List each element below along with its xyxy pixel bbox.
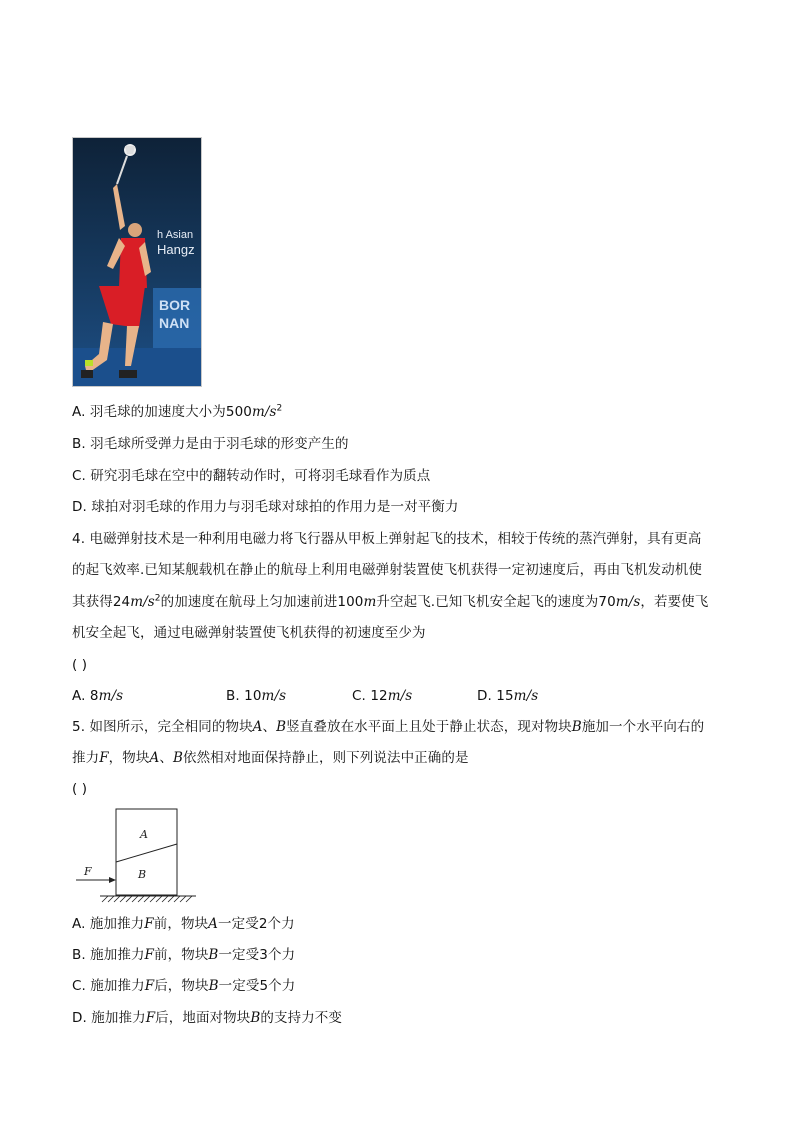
q4-speed-unit: m/s <box>615 594 641 610</box>
q4-option-a-unit: m/s <box>98 688 124 704</box>
q4-speed-value: 70 <box>598 594 616 610</box>
q5-option-d[interactable] <box>72 1008 342 1028</box>
photo-text-hangz: Hangz <box>157 242 195 257</box>
q5-l1-var-b2: B <box>571 719 582 735</box>
q4-option-a[interactable] <box>72 686 123 706</box>
q5-d-text-c: 的支持力不变 <box>260 1010 342 1026</box>
q5-c-text-c: 一定受 <box>218 978 260 994</box>
q4-option-b-label: B. <box>226 688 245 704</box>
q4-options-row <box>72 686 632 706</box>
q4-acceleration-exp: 2 <box>154 593 161 604</box>
photo-text-bor: BOR <box>159 297 191 313</box>
blocks-outline <box>116 809 177 895</box>
q4-l3-text-c: 升空起飞.已知飞机安全起飞的速度为 <box>376 594 599 610</box>
blocks-divider-line <box>116 844 177 862</box>
q4-option-c-label: C. <box>352 688 371 704</box>
q4-option-b-unit: m/s <box>261 688 287 704</box>
force-arrow-head-icon <box>109 877 116 883</box>
q4-l3-text-a: 其获得 <box>72 594 113 610</box>
q5-l2-var-a: A <box>149 750 160 766</box>
q4-option-d-label: D. <box>477 688 497 704</box>
q3-option-a-exp: 2 <box>276 403 283 414</box>
photo-text-nan: NAN <box>159 315 190 331</box>
q5-c-text-d: 个力 <box>268 978 296 994</box>
q5-a-text-c: 一定受 <box>218 916 259 932</box>
q5-b-var-f: F <box>144 947 155 963</box>
q5-b-var-block: B <box>208 947 219 963</box>
photo-text-asian: h Asian <box>157 229 194 241</box>
q5-l1-text-a: 5. 如图所示，完全相同的物块 <box>72 719 253 735</box>
q4-stem-line-2: 的起飞效率.已知某舰载机在静止的航母上利用电磁弹射装置使飞机获得一定初速度后，再由飞机发动机使 <box>72 562 702 578</box>
q5-b-count: 3 <box>259 947 268 963</box>
q4-option-d-unit: m/s <box>513 688 539 704</box>
q4-stem-line-1: 4. 电磁弹射技术是一种利用电磁力将飞行器从甲板上弹射起飞的技术，相较于传统的蒸汽弹射，具有更高 <box>72 531 702 547</box>
q5-option-a[interactable] <box>72 914 295 934</box>
q5-l1-text-c: 施加一个水平向右的 <box>581 719 705 735</box>
q3-option-d[interactable]: D. 球拍对羽毛球的作用力与羽毛球对球拍的作用力是一对平衡力 <box>72 499 459 515</box>
q5-b-text-c: 一定受 <box>218 947 260 963</box>
q5-c-var-block: B <box>208 978 219 994</box>
q4-stem-line-3 <box>72 592 708 612</box>
q3-option-a-value: 500 <box>225 404 252 420</box>
q5-a-count: 2 <box>258 916 268 932</box>
q4-answer-paren: ( ) <box>72 657 88 673</box>
q5-d-text-b: 后，地面对物块 <box>155 1010 251 1026</box>
q5-a-var-f: F <box>144 916 154 932</box>
q3-option-b[interactable]: B. 羽毛球所受弹力是由于羽毛球的形变产生的 <box>72 436 349 452</box>
q3-option-a-text: A. 羽毛球的加速度大小为 <box>72 404 226 420</box>
q4-option-d-value: 15 <box>496 688 514 704</box>
q5-a-text-a: A. 施加推力 <box>72 916 145 932</box>
q5-a-var-block: A <box>208 916 219 932</box>
q3-option-a-unit: m/s <box>251 404 277 420</box>
shuttlecock-icon <box>124 144 136 156</box>
q4-distance-unit: m <box>363 594 377 610</box>
q4-stem-line-4: 机安全起飞，通过电磁弹射装置使飞机获得的初速度至少为 <box>72 625 426 641</box>
q5-c-text-a: C. 施加推力 <box>72 978 145 994</box>
q5-answer-paren: ( ) <box>72 781 88 797</box>
q5-l2-var-b: B <box>172 750 183 766</box>
q4-option-a-value: 8 <box>89 688 99 704</box>
q5-b-text-b: 前，物块 <box>154 947 209 963</box>
force-f-label: F <box>84 865 92 878</box>
block-b-label: B <box>138 868 147 881</box>
q3-option-a[interactable] <box>72 402 282 422</box>
q5-l1-sep: 、 <box>262 719 277 735</box>
q5-l1-var-b: B <box>276 719 287 735</box>
q5-a-text-b: 前，物块 <box>153 916 209 932</box>
q4-option-d[interactable] <box>477 686 538 706</box>
q5-stem-line-2 <box>72 748 469 768</box>
q4-distance-value: 100 <box>337 594 364 610</box>
q3-option-c[interactable]: C. 研究羽毛球在空中的翻转动作时，可将羽毛球看作为质点 <box>72 468 431 484</box>
q5-option-b[interactable] <box>72 945 295 965</box>
stacked-blocks-diagram <box>72 806 202 906</box>
q4-l3-text-b: 的加速度在航母上匀加速前进 <box>160 594 338 610</box>
q5-b-text-d: 个力 <box>267 947 296 963</box>
q4-option-c-unit: m/s <box>387 688 413 704</box>
q5-l2-text-b: ，物块 <box>108 750 150 766</box>
q5-d-var-block: B <box>250 1010 261 1026</box>
ground-hatching <box>102 896 192 902</box>
q5-c-count: 5 <box>259 978 269 994</box>
q5-c-var-f: F <box>144 978 155 994</box>
q4-option-c[interactable] <box>352 686 412 706</box>
q5-option-c[interactable] <box>72 976 295 996</box>
q5-c-text-b: 后，物块 <box>154 978 209 994</box>
q5-b-text-a: B. 施加推力 <box>72 947 145 963</box>
q4-option-b-value: 10 <box>244 688 262 704</box>
q4-option-c-value: 12 <box>370 688 388 704</box>
q5-l2-text-c: 依然相对地面保持静止，则下列说法中正确的是 <box>182 750 469 766</box>
q4-l3-text-d: ，若要使飞 <box>640 594 709 610</box>
q5-l1-text-b: 竖直叠放在水平面上且处于静止状态，现对物块 <box>286 719 572 735</box>
q5-stem-line-1 <box>72 717 704 737</box>
q5-d-text-a: D. 施加推力 <box>72 1010 146 1026</box>
q5-l1-var-a: A <box>252 719 263 735</box>
badminton-player-photo <box>72 137 202 387</box>
q5-l2-text-a: 推力 <box>72 750 100 766</box>
q4-option-a-label: A. <box>72 688 90 704</box>
block-a-label: A <box>140 828 148 841</box>
q4-acceleration-value: 24 <box>112 594 131 610</box>
q5-l2-var-f: F <box>99 750 109 766</box>
q4-option-b[interactable] <box>226 686 286 706</box>
badminton-photo-illustration <box>73 138 202 387</box>
q5-a-text-d: 个力 <box>267 916 295 932</box>
q4-acceleration-unit: m/s <box>130 594 155 610</box>
q5-l2-sep: 、 <box>159 750 173 766</box>
q5-d-var-f: F <box>145 1010 156 1026</box>
